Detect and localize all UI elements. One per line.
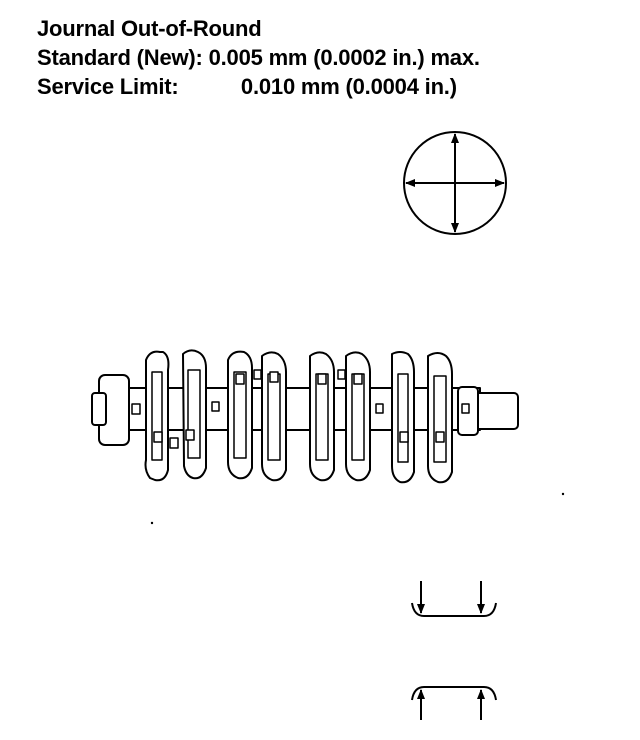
page-title: Journal Out-of-Round (37, 16, 262, 41)
crankshaft-illustration (92, 350, 518, 482)
scan-speck (151, 522, 153, 524)
service-limit-label: Service Limit: (37, 74, 179, 99)
standard-value: 0.005 mm (0.0002 in.) max. (208, 45, 480, 70)
standard-label: Standard (New): (37, 45, 203, 70)
micrometer-anvil-top-icon (412, 581, 496, 616)
micrometer-anvil-bottom-icon (412, 687, 496, 720)
scan-speck (562, 493, 564, 495)
circle-crosshair-arrows-icon (404, 132, 506, 234)
service-limit-value: 0.010 mm (0.0004 in.) (240, 74, 457, 99)
